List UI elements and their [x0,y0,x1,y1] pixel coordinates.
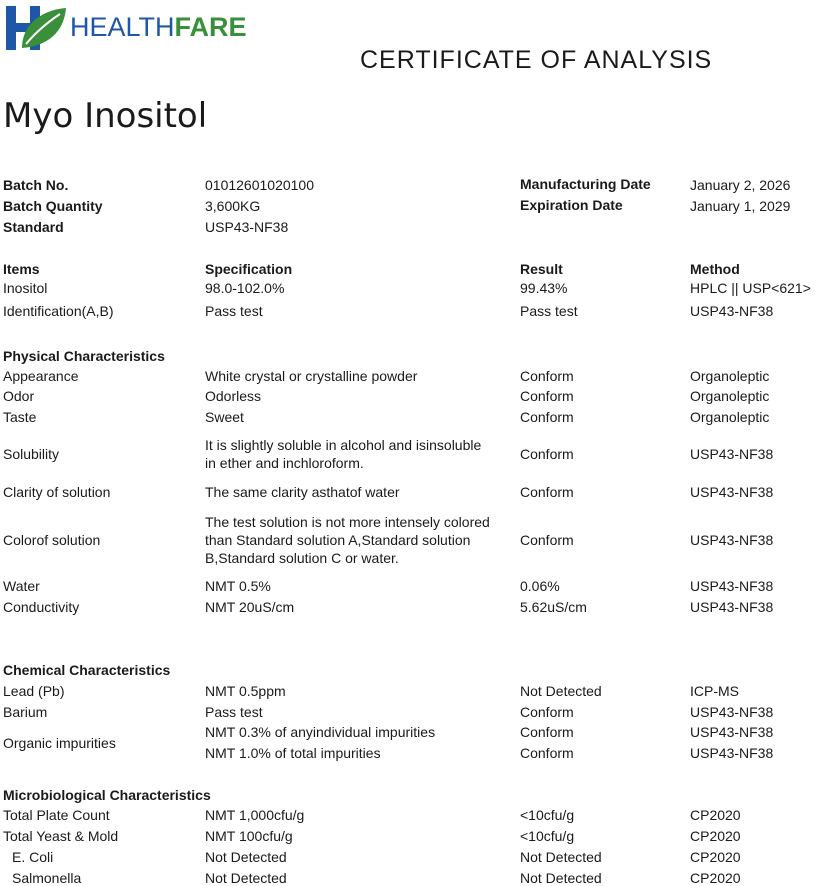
product-name: Myo Inositol [3,96,208,136]
table-row-result: 99.43% [520,280,568,296]
table-row-item: Clarity of solution [3,484,111,500]
batch-qty-value: 3,600KG [205,198,261,214]
table-row-spec: NMT 0.5% [205,578,271,594]
table-row-method: CP2020 [690,849,741,865]
table-row-result: Conform [520,409,574,425]
table-row-item: Identification(A,B) [3,303,114,319]
table-row-spec: NMT 0.3% of anyindividual impurities [205,724,436,740]
table-row-item: Colorof solution [3,532,101,548]
table-row-method: CP2020 [690,870,741,886]
table-row-item: Salmonella [12,870,82,886]
table-row-result: Conform [520,745,574,761]
brand-name-part2: FARE [174,12,247,42]
table-row-method: CP2020 [690,828,741,844]
table-row-item: Barium [3,704,48,720]
table-row-method: USP43-NF38 [690,578,774,594]
batch-no-label: Batch No. [3,177,69,193]
table-row-result: Not Detected [520,683,602,699]
header-method: Method [690,261,740,277]
standard-value: USP43-NF38 [205,219,289,235]
table-row-method: USP43-NF38 [690,724,774,740]
table-row-spec-multiline [205,436,481,472]
table-row-spec: Not Detected [205,870,287,886]
table-row-result: <10cfu/g [520,828,575,844]
header-items: Items [3,261,40,277]
table-row-result: Conform [520,368,574,384]
table-row-spec: NMT 1,000cfu/g [205,807,305,823]
table-row-result: <10cfu/g [520,807,575,823]
table-row-spec-multiline [205,513,490,567]
standard-label: Standard [3,219,64,235]
table-row-spec: Not Detected [205,849,287,865]
table-row-result: Pass test [520,303,578,319]
table-row-item: Water [3,578,40,594]
batch-no-value: 01012601020100 [205,177,315,193]
table-row-result: Conform [520,484,574,500]
table-row-item: Inositol [3,280,48,296]
exp-date-value: January 1, 2029 [690,198,791,214]
table-row-item: Taste [3,409,37,425]
table-row-spec: Pass test [205,704,263,720]
table-row-result: Conform [520,704,574,720]
spec-line: B,Standard solution C or water. [205,550,399,566]
brand-logo [4,2,247,54]
table-row-method: USP43-NF38 [690,484,774,500]
section-title-physical: Physical Characteristics [3,348,165,364]
table-row-spec: NMT 0.5ppm [205,683,286,699]
table-row-method: USP43-NF38 [690,745,774,761]
section-title-chemical: Chemical Characteristics [3,662,171,678]
table-row-method: HPLC || USP<621> [690,280,811,296]
table-row-result: Not Detected [520,870,602,886]
table-row-spec: The same clarity asthatof water [205,484,400,500]
table-row-item: Conductivity [3,599,80,615]
header-result: Result [520,261,563,277]
table-row-method: USP43-NF38 [690,704,774,720]
table-row-method: USP43-NF38 [690,599,774,615]
table-row-item: Total Yeast & Mold [3,828,119,844]
table-row-item: Solubility [3,446,60,462]
table-row-item: Lead (Pb) [3,683,65,699]
table-row-method: Organoleptic [690,388,770,404]
table-row-method: CP2020 [690,807,741,823]
mfg-date-label: Manufacturing Date [520,176,651,192]
table-row-spec: Sweet [205,409,244,425]
table-row-item: E. Coli [12,849,54,865]
table-row-result: 5.62uS/cm [520,599,587,615]
brand-name-part1: HEALTH [70,12,175,42]
table-row-spec: Odorless [205,388,262,404]
exp-date-label: Expiration Date [520,197,623,213]
table-row-result: Conform [520,532,574,548]
table-row-method: USP43-NF38 [690,303,774,319]
table-row-method: USP43-NF38 [690,446,774,462]
table-row-result: Conform [520,724,574,740]
table-row-item: Appearance [3,368,79,384]
table-row-spec: 98.0-102.0% [205,280,285,296]
table-row-spec: NMT 20uS/cm [205,599,295,615]
batch-qty-label: Batch Quantity [3,198,103,214]
healthfare-logo-icon [4,2,70,54]
mfg-date-value: January 2, 2026 [690,177,791,193]
table-row-item: Total Plate Count [3,807,110,823]
spec-line: in ether and inchloroform. [205,455,364,471]
section-title-micro: Microbiological Characteristics [3,787,211,803]
table-row-result: 0.06% [520,578,560,594]
table-row-item: Odor [3,388,35,404]
spec-line: than Standard solution A,Standard solution [205,532,471,548]
brand-name [70,12,247,43]
table-row-method: USP43-NF38 [690,532,774,548]
table-row-spec: Pass test [205,303,263,319]
table-row-method: ICP-MS [690,683,739,699]
spec-line: The test solution is not more intensely colored [205,514,490,530]
table-row-method: Organoleptic [690,368,770,384]
spec-line: It is slightly soluble in alcohol and isinsoluble [205,437,482,453]
table-row-method: Organoleptic [690,409,770,425]
header-specification: Specification [205,261,293,277]
table-row-spec: NMT 1.0% of total impurities [205,745,381,761]
table-row-result: Conform [520,446,574,462]
table-row-spec: White crystal or crystalline powder [205,368,418,384]
table-row-item: Organic impurities [3,735,116,751]
table-row-result: Not Detected [520,849,602,865]
certificate-title: CERTIFICATE OF ANALYSIS [360,46,713,74]
table-row-spec: NMT 100cfu/g [205,828,293,844]
table-row-result: Conform [520,388,574,404]
